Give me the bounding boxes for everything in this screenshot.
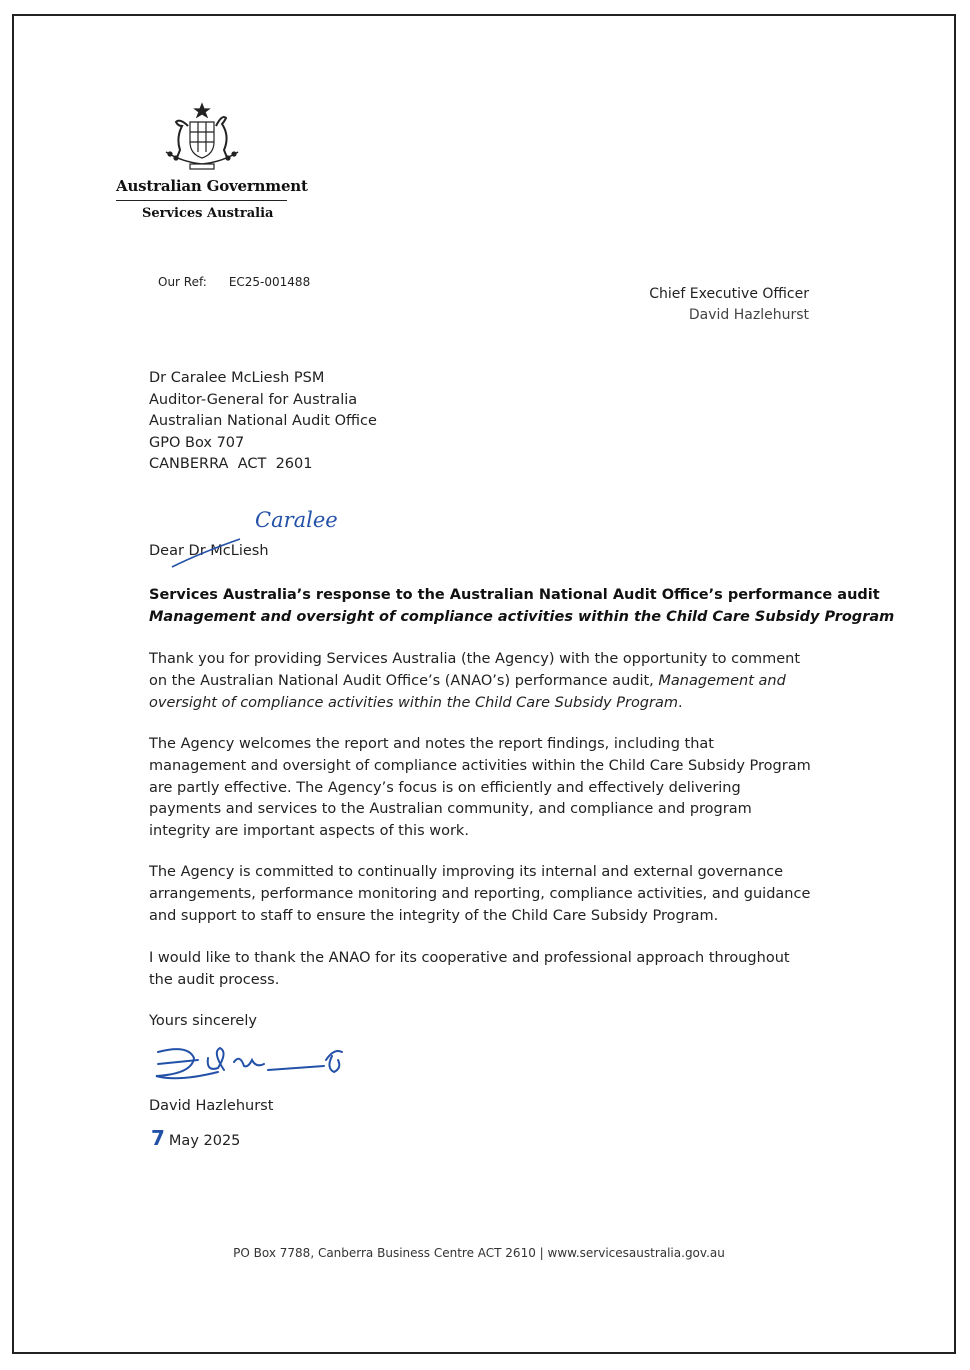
paragraph: The Agency is committed to continually improving its internal and external governance arrangements, performance monitoring and reporting, compliance activities, and guidance and support to staff to ensure the integrity of the Child Care Subsidy Program. <box>149 864 811 924</box>
coat-of-arms-icon <box>152 102 252 174</box>
address-line: Auditor-General for Australia <box>149 391 358 408</box>
subject-title-text: Management and oversight of compliance activities within the Child Care Subsidy Program <box>149 608 895 625</box>
sender-block <box>649 284 809 326</box>
address-line: GPO Box 707 <box>149 434 245 451</box>
footer-address: PO Box 7788, Canberra Business Centre ACT 2610 | www.servicesaustralia.gov.au <box>233 1246 725 1260</box>
reference-label: Our Ref: <box>158 275 207 289</box>
address-line: Dr Caralee McLiesh PSM <box>149 370 325 386</box>
reference <box>158 275 310 289</box>
paragraph-text: Thank you for providing Services Australia (the Agency) with the opportunity to comment on the Australian National Audit Office’s (ANAO’s) performance audit, <box>149 651 801 689</box>
salutation: Dear Dr McLiesh <box>149 543 269 559</box>
report-title: Management and oversight of compliance activities within the Child Care Subsidy Program <box>149 672 786 711</box>
paragraph: The Agency welcomes the report and notes the report findings, including that management and oversight of compliance activities within the Child Care Subsidy Program are partly effective. The Agency’s focus is on efficiently and effectively delivering payments and services to the Australian community, and compliance and program integrity are important aspects of this work. <box>149 736 811 840</box>
signer-name: David Hazlehurst <box>149 1098 274 1114</box>
handwritten-correction: Caralee <box>255 508 338 532</box>
letter-subject <box>149 585 895 628</box>
subject-line: Services Australia’s response to the Australian National Audit Office’s performance audit <box>149 587 880 603</box>
sender-title: Chief Executive Officer <box>649 286 809 302</box>
paragraph: I would like to thank the ANAO for its cooperative and professional approach throughout the audit process. <box>149 950 790 988</box>
paragraph-text: . <box>678 694 683 711</box>
address-line: CANBERRA ACT 2601 <box>149 456 313 472</box>
letterhead-rule <box>116 200 287 201</box>
signature-icon <box>148 1038 358 1086</box>
agency-name: Services Australia <box>142 206 274 221</box>
sender-name: David Hazlehurst <box>688 307 809 323</box>
closing: Yours sincerely <box>149 1013 257 1029</box>
government-name: Australian Government <box>116 177 308 195</box>
date-rest: May 2025 <box>168 1133 241 1149</box>
recipient-address <box>149 368 377 476</box>
reference-value: EC25-001488 <box>228 275 311 289</box>
handwritten-strike-mark <box>170 535 250 570</box>
letter-date <box>151 1126 240 1150</box>
date-day-handwritten: 7 <box>151 1126 165 1150</box>
paragraph <box>149 649 813 714</box>
subject-title <box>149 607 895 629</box>
address-line: Australian National Audit Office <box>149 413 377 429</box>
